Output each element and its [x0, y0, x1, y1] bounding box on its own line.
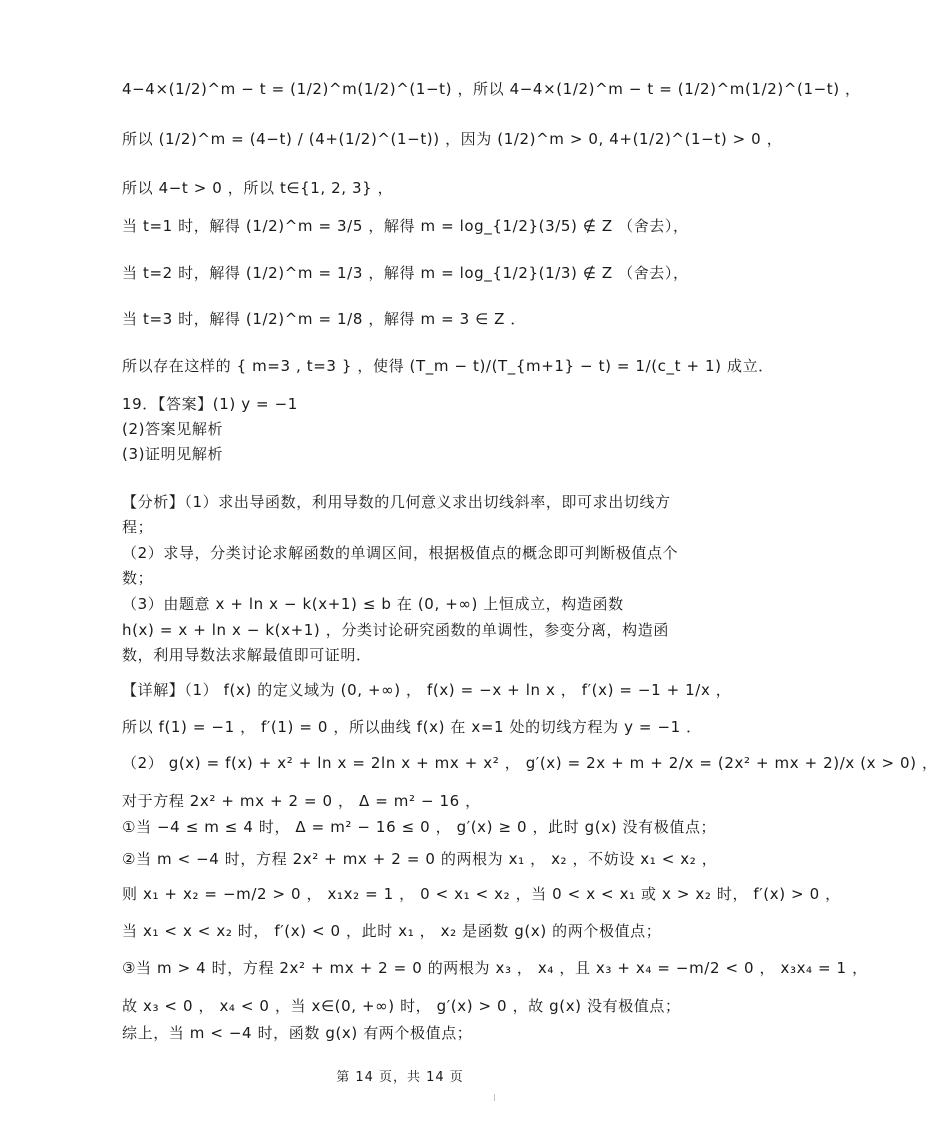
solution-line: 当 t=1 时，解得 (1/2)^m = 3/5 ，解得 m = log_{1/2}(3/5) ∉ Z （舍去），	[122, 217, 689, 235]
solution-line: 4−4×(1/2)^m − t = (1/2)^m(1/2)^(1−t) ，所以 4−4×(1/2)^m − t = (1/2)^m(1/2)^(1−t) ，	[122, 80, 861, 98]
detail-line: ②当 m < −4 时，方程 2x² + mx + 2 = 0 的两根为 x₁ ， x₂ ，不妨设 x₁ < x₂ ，	[122, 850, 718, 868]
detail-line: 故 x₃ < 0 ， x₄ < 0 ，当 x∈(0, +∞) 时， g′(x) > 0 ，故 g(x) 没有极值点；	[122, 997, 681, 1015]
analysis-paragraph: （3）由题意 x + ln x − k(x+1) ≤ b 在 (0, +∞) 上恒成立，构造函数	[122, 595, 624, 613]
detail-line: 综上，当 m < −4 时，函数 g(x) 有两个极值点；	[122, 1024, 473, 1042]
detail-line: ①当 −4 ≤ m ≤ 4 时， Δ = m² − 16 ≤ 0 ， g′(x) ≥ 0 ，此时 g(x) 没有极值点；	[122, 818, 717, 836]
detail-line: （2） g(x) = f(x) + x² + ln x = 2ln x + mx + x² ， g′(x) = 2x + m + 2/x = (2x² + mx + 2)/x (x > 0) ，	[122, 754, 938, 772]
detail-line: 对于方程 2x² + mx + 2 = 0 ， Δ = m² − 16 ，	[122, 792, 481, 810]
solution-line: 当 t=2 时，解得 (1/2)^m = 1/3 ，解得 m = log_{1/2}(1/3) ∉ Z （舍去），	[122, 264, 689, 282]
page-footer: 第 14 页，共 14 页	[336, 1070, 464, 1085]
detail-line: 当 x₁ < x < x₂ 时， f′(x) < 0 ，此时 x₁ ， x₂ 是函数 g(x) 的两个极值点；	[122, 922, 662, 940]
answer-line: (3)证明见解析	[122, 445, 224, 463]
detail-line: 则 x₁ + x₂ = −m/2 > 0 ， x₁x₂ = 1 ， 0 < x₁ < x₂ ，当 0 < x < x₁ 或 x > x₂ 时， f′(x) > 0 ，	[122, 885, 841, 903]
detail-line: 【详解】（1） f(x) 的定义域为 (0, +∞) ， f(x) = −x + ln x ， f′(x) = −1 + 1/x ，	[122, 681, 732, 699]
detail-line: 所以 f(1) = −1 ， f′(1) = 0 ，所以曲线 f(x) 在 x=1 处的切线方程为 y = −1 ．	[122, 718, 702, 736]
analysis-paragraph: 【分析】（1）求出导函数，利用导数的几何意义求出切线斜率，即可求出切线方程；	[122, 493, 671, 536]
answer-heading: 19．【答案】(1) y = −1	[122, 395, 298, 413]
solution-line: 所以 (1/2)^m = (4−t) / (4+(1/2)^(1−t)) ，因为 (1/2)^m > 0, 4+(1/2)^(1−t) > 0 ，	[122, 130, 783, 148]
analysis-paragraph: h(x) = x + ln x − k(x+1) ，分类讨论研究函数的单调性，参变分离，构造函数，利用导数法求解最值即可证明．	[122, 621, 669, 664]
solution-line: 所以存在这样的 { m=3 , t=3 } ，使得 (T_m − t)/(T_{m+1} − t) = 1/(c_t + 1) 成立．	[122, 357, 774, 375]
answer-line: (2)答案见解析	[122, 420, 224, 438]
analysis-paragraph: （2）求导，分类讨论求解函数的单调区间，根据极值点的概念即可判断极值点个数；	[122, 544, 679, 587]
solution-line: 所以 4−t > 0 ，所以 t∈{1, 2, 3} ，	[122, 179, 394, 197]
scan-mark	[494, 1094, 495, 1101]
solution-line: 当 t=3 时，解得 (1/2)^m = 1/8 ，解得 m = 3 ∈ Z ．	[122, 310, 527, 328]
detail-line: ③当 m > 4 时，方程 2x² + mx + 2 = 0 的两根为 x₃ ， x₄ ，且 x₃ + x₄ = −m/2 < 0 ， x₃x₄ = 1 ，	[122, 959, 868, 977]
